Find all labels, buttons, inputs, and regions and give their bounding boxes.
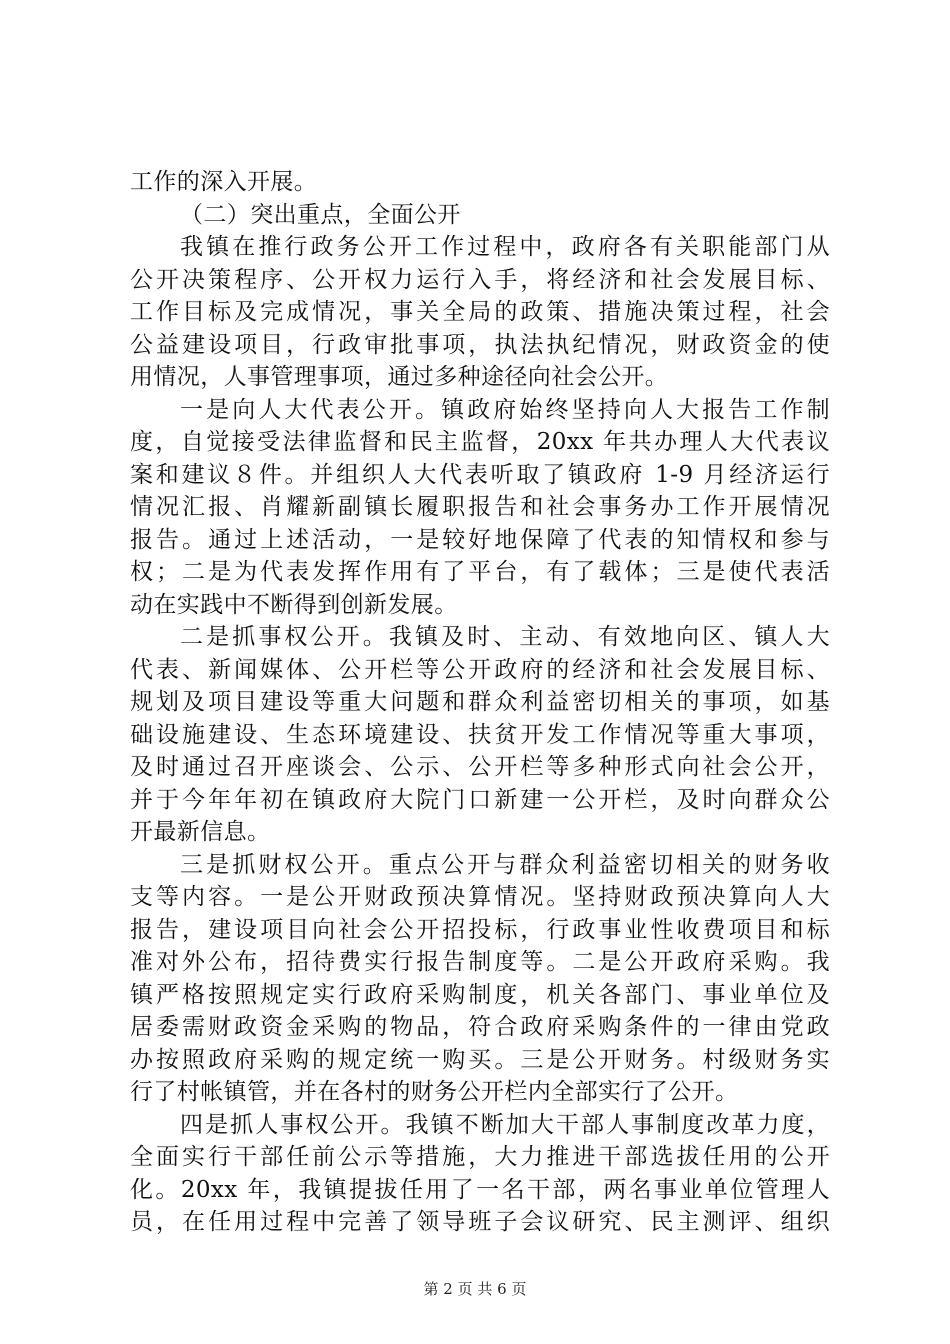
text-line: 公开决策程序、公开权力运行入手，将经济和社会发展目标、 — [130, 266, 830, 293]
text-line: 情况汇报、肖耀新副镇长履职报告和社会事务办工作开展情况 — [130, 494, 830, 520]
text-line: 员，在任用过程中完善了领导班子会议研究、民主测评、组织 — [130, 1209, 830, 1235]
text-line: 四是抓人事权公开。我镇不断加大干部人事制度改革力度， — [180, 1111, 830, 1138]
text-line: 居委需财政资金采购的物品，符合政府采购条件的一律由党政 — [130, 1014, 830, 1040]
text-line: 准对外公布，招待费实行报告制度等。二是公开政府采购。我 — [130, 949, 830, 975]
text-line: 一是向人大代表公开。镇政府始终坚持向人大报告工作制 — [180, 396, 830, 423]
text-line: 础设施建设、生态环境建设、扶贫开发工作情况等重大事项， — [130, 721, 830, 748]
text-line: 全面实行干部任前公示等措施，大力推进干部选拔任用的公开 — [130, 1144, 830, 1170]
text-line: （二）突出重点，全面公开 — [180, 201, 461, 228]
text-line: 规划及项目建设等重大问题和群众利益密切相关的事项，如基 — [130, 689, 830, 715]
text-line: 开最新信息。 — [130, 819, 271, 845]
text-line: 权；二是为代表发挥作用有了平台，有了载体；三是使代表活 — [130, 559, 830, 585]
page-footer: 第 2 页 共 6 页 — [423, 1280, 527, 1298]
text-line: 我镇在推行政务公开工作过程中，政府各有关职能部门从 — [180, 234, 830, 260]
text-line: 公益建设项目，行政审批事项，执法执纪情况，财政资金的使 — [130, 331, 830, 358]
text-line: 行了村帐镇管，并在各村的财务公开栏内全部实行了公开。 — [130, 1079, 739, 1105]
text-line: 报告。通过上述活动，一是较好地保障了代表的知情权和参与 — [130, 526, 830, 553]
text-line: 工作的深入开展。 — [130, 169, 318, 195]
text-line: 代表、新闻媒体、公开栏等公开政府的经济和社会发展目标、 — [130, 656, 830, 683]
text-line: 案和建议８件。并组织人大代表听取了镇政府 1-9 月经济运行 — [130, 461, 830, 488]
text-line: 并于今年年初在镇政府大院门口新建一公开栏，及时向群众公 — [130, 786, 830, 813]
text-line: 三是抓财权公开。重点公开与群众利益密切相关的财务收 — [180, 851, 830, 878]
text-line: 办按照政府采购的规定统一购买。三是公开财务。村级财务实 — [130, 1046, 830, 1073]
text-line: 用情况，人事管理事项，通过多种途径向社会公开。 — [130, 364, 669, 390]
text-line: 及时通过召开座谈会、公示、公开栏等多种形式向社会公开， — [130, 754, 830, 780]
document-body — [130, 166, 830, 1239]
text-line: 化。20xx 年，我镇提拔任用了一名干部，两名事业单位管理人 — [130, 1176, 830, 1203]
text-line: 度，自觉接受法律监督和民主监督，20xx 年共办理人大代表议 — [130, 429, 830, 455]
text-line: 报告，建设项目向社会公开招投标，行政事业性收费项目和标 — [130, 916, 830, 943]
text-line: 二是抓事权公开。我镇及时、主动、有效地向区、镇人大 — [180, 624, 830, 650]
text-line: 工作目标及完成情况，事关全局的政策、措施决策过程，社会 — [130, 299, 830, 325]
text-line: 镇严格按照规定实行政府采购制度，机关各部门、事业单位及 — [130, 981, 830, 1008]
text-line: 支等内容。一是公开财政预决算情况。坚持财政预决算向人大 — [130, 884, 830, 910]
text-line: 动在实践中不断得到创新发展。 — [130, 591, 458, 618]
